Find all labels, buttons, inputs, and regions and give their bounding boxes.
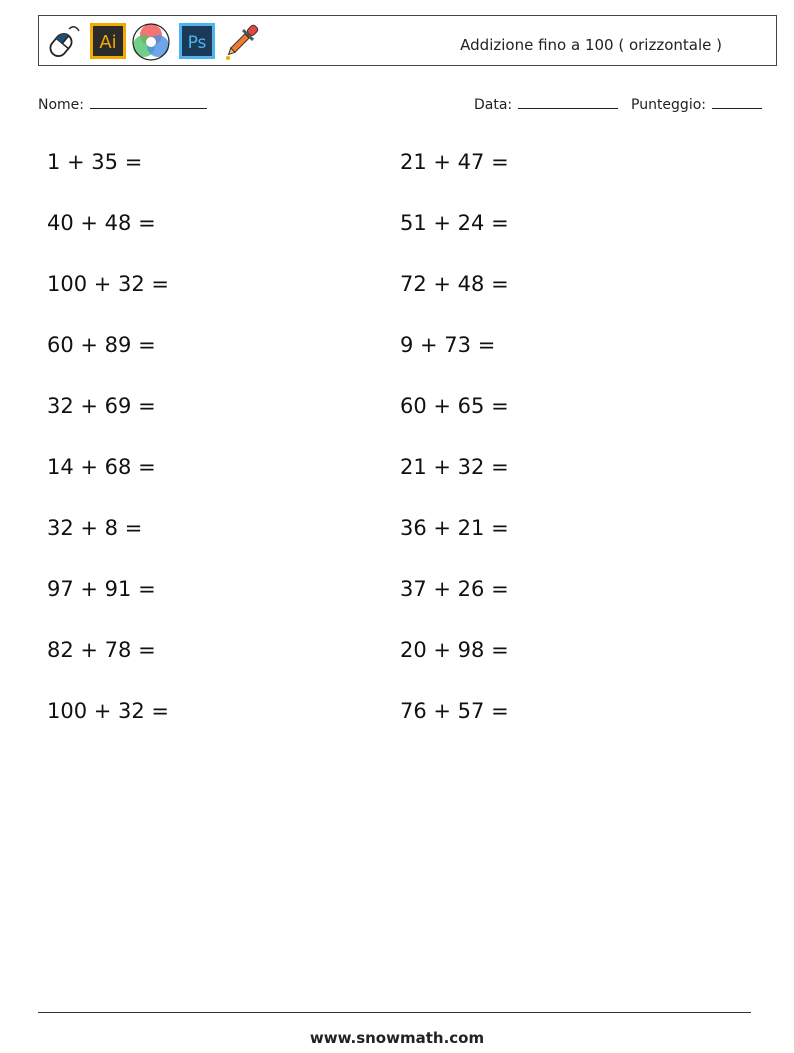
name-blank	[90, 94, 207, 109]
problem-left-10: 100 + 32 =	[47, 699, 170, 723]
illustrator-glyph: Ai	[99, 32, 117, 53]
photoshop-icon	[177, 21, 217, 61]
problem-right-4: 9 + 73 =	[400, 333, 496, 357]
problem-left-7: 32 + 8 =	[47, 516, 143, 540]
color-wheel-icon	[131, 21, 171, 61]
problem-right-10: 76 + 57 =	[400, 699, 509, 723]
problem-right-9: 20 + 98 =	[400, 638, 509, 662]
footer-website: www.snowmath.com	[309, 1029, 485, 1047]
score-field	[631, 94, 762, 113]
problem-left-9: 82 + 78 =	[47, 638, 156, 662]
photoshop-glyph: Ps	[187, 33, 207, 53]
problem-right-1: 21 + 47 =	[400, 150, 509, 174]
date-label: Data:	[474, 97, 513, 113]
problem-right-8: 37 + 26 =	[400, 577, 509, 601]
footer-divider	[38, 1012, 751, 1013]
problem-left-5: 32 + 69 =	[47, 394, 156, 418]
problem-left-8: 97 + 91 =	[47, 577, 156, 601]
problem-left-4: 60 + 89 =	[47, 333, 156, 357]
problem-right-3: 72 + 48 =	[400, 272, 509, 296]
problem-right-7: 36 + 21 =	[400, 516, 509, 540]
problem-right-5: 60 + 65 =	[400, 394, 509, 418]
date-blank	[518, 94, 618, 109]
score-blank	[712, 94, 762, 109]
problem-left-1: 1 + 35 =	[47, 150, 143, 174]
problem-left-3: 100 + 32 =	[47, 272, 170, 296]
computer-mouse-icon	[43, 21, 83, 61]
eyedropper-icon	[222, 21, 262, 61]
problem-left-6: 14 + 68 =	[47, 455, 156, 479]
problem-right-2: 51 + 24 =	[400, 211, 509, 235]
name-field	[38, 94, 207, 113]
illustrator-icon	[88, 21, 128, 61]
problem-left-2: 40 + 48 =	[47, 211, 156, 235]
name-label: Nome:	[38, 97, 85, 113]
problem-right-6: 21 + 32 =	[400, 455, 509, 479]
worksheet-header	[38, 15, 777, 66]
date-field	[474, 94, 618, 113]
worksheet-title: Addizione fino a 100 ( orizzontale )	[460, 36, 722, 54]
score-label: Punteggio:	[631, 97, 706, 113]
